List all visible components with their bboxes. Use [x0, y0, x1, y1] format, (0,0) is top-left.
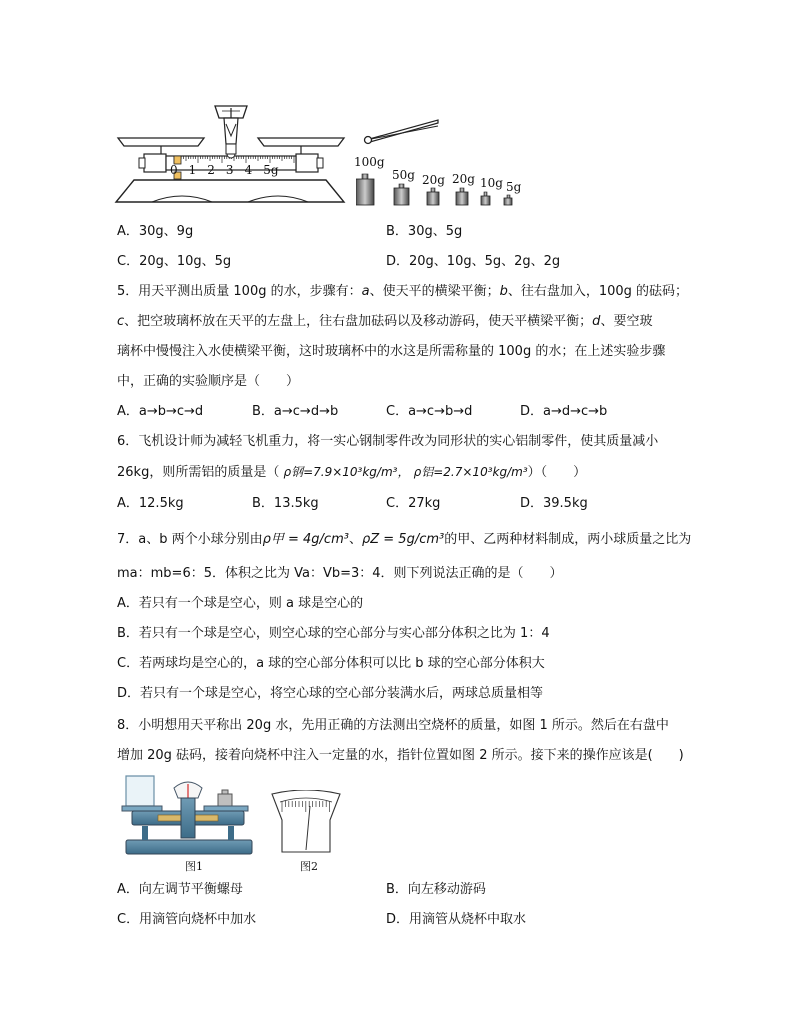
weight-label-10g: 10g [480, 176, 503, 190]
q7-option-a: A．若只有一个球是空心，则 a 球是空心的 [117, 596, 364, 611]
rho-steel: ρ钢=7.9×10³kg/m³， [283, 465, 410, 479]
scale-num-5g: 5g [263, 163, 279, 177]
scale-num-4: 4 [244, 163, 264, 177]
q7-line2: ma：mb=6：5．体积之比为 Va：Vb=3：4．则下列说法正确的是（ ） [117, 566, 563, 581]
q6-option-c: C．27kg [386, 496, 441, 511]
q4-option-c: C．20g、10g、5g [117, 254, 232, 269]
q6-option-b: B．13.5kg [252, 496, 319, 511]
q7-option-b: B．若只有一个球是空心，则空心球的空心部分与实心部分体积之比为 1：4 [117, 626, 550, 641]
balance-figure [112, 96, 352, 212]
q8-line1: 8．小明想用天平称出 20g 水，先用正确的方法测出空烧杯的质量，如图 1 所示。然后在右盘中 [117, 718, 669, 733]
q8-option-a: A．向左调节平衡螺母 [117, 882, 243, 897]
q4-option-d: D．20g、10g、5g、2g、2g [386, 254, 561, 269]
q7-option-d: D．若只有一个球是空心，将空心球的空心部分装满水后，两球总质量相等 [117, 686, 544, 701]
q4-option-b: B．30g、5g [386, 224, 463, 239]
figure2-caption: 图2 [300, 860, 318, 873]
q5-line4: 中，正确的实验顺序是（ ） [117, 374, 300, 389]
q5-option-c: C．a→c→b→d [386, 404, 473, 419]
q5-line3: 璃杯中慢慢注入水使横梁平衡，这时玻璃杯中的水这是所需称量的 100g 的水；在上述实验步骤 [117, 344, 666, 359]
scale-num-2: 2 [207, 163, 226, 177]
q6-option-d: D．39.5kg [520, 496, 588, 511]
q8-option-c: C．用滴管向烧杯中加水 [117, 912, 257, 927]
figure2-pointer-scale [270, 790, 342, 856]
scale-num-0: 0 [170, 163, 189, 177]
q8-option-b: B．向左移动游码 [386, 882, 486, 897]
weight-label-20g-b: 20g [452, 172, 475, 186]
q5-option-d: D．a→d→c→b [520, 404, 608, 419]
q6-option-a: A．12.5kg [117, 496, 184, 511]
weight-label-100g: 100g [354, 155, 385, 169]
rho-b: ρZ = 5g/cm³ [361, 532, 445, 547]
rho-a: ρ甲 = 4g/cm³ [262, 532, 349, 547]
tweezers-icon [362, 118, 442, 148]
figure1-caption: 图1 [185, 860, 203, 873]
q6-line1: 6．飞机设计师为减轻飞机重力，将一实心钢制零件改为同形状的实心铝制零件，使其质量减小 [117, 434, 659, 449]
q6-line2: 26kg，则所需铝的质量是（ ρ钢=7.9×10³kg/m³， ρ铝=2.7×10³kg/m³）（ ） [117, 465, 587, 480]
q7-option-c: C．若两球均是空心的，a 球的空心部分体积可以比 b 球的空心部分体积大 [117, 656, 545, 671]
q5-line1: 5．用天平测出质量 100g 的水，步骤有：a、使天平的横梁平衡；b、往右盘加入，100g 的砝码； [117, 284, 689, 299]
weight-label-50g: 50g [392, 168, 415, 182]
q4-option-a: A．30g、9g [117, 224, 194, 239]
q8-line2: 增加 20g 砝码，接着向烧杯中注入一定量的水，指针位置如图 2 所示。接下来的操作应该是( ) [117, 748, 684, 763]
q5-line2: c、把空玻璃杯放在天平的左盘上，往右盘加砝码以及移动游码，使天平横梁平衡；d、要空玻 [117, 314, 653, 329]
weights-icon [356, 170, 526, 210]
rho-aluminum: ρ铝=2.7×10³kg/m³ [413, 465, 528, 479]
q7-line1: 7．a、b 两个小球分别由ρ甲 = 4g/cm³、ρZ = 5g/cm³的甲、乙两种材料制成，两小球质量之比为 [117, 532, 692, 547]
q5-option-b: B．a→c→d→b [252, 404, 339, 419]
weight-label-5g: 5g [506, 180, 522, 194]
q5-option-a: A．a→b→c→d [117, 404, 204, 419]
scale-num-3: 3 [225, 163, 245, 177]
figure1-balance [118, 770, 260, 858]
scale-num-1: 1 [188, 163, 208, 177]
weight-label-20g-a: 20g [422, 173, 445, 187]
q8-option-d: D．用滴管从烧杯中取水 [386, 912, 527, 927]
